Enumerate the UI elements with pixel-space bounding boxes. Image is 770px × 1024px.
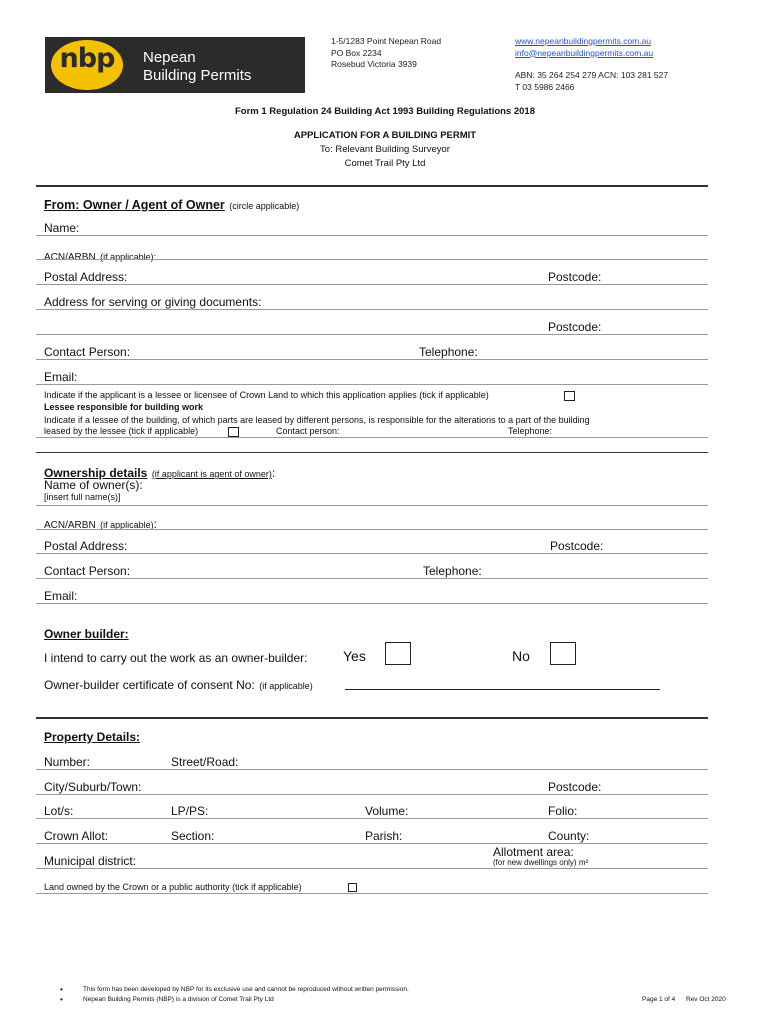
email-field[interactable] bbox=[36, 384, 708, 385]
lessee-telephone-label: Telephone: bbox=[508, 426, 553, 436]
logo-mark: nbp bbox=[59, 43, 115, 74]
acn-label bbox=[44, 247, 156, 265]
company-address bbox=[331, 36, 441, 71]
page-number: Page 1 of 4 bbox=[642, 996, 676, 1003]
email-label: Email: bbox=[44, 370, 78, 384]
company-contact bbox=[515, 36, 668, 93]
ownership-email-field[interactable] bbox=[36, 603, 708, 604]
from-heading-text: From: Owner / Agent of Owner bbox=[44, 198, 225, 212]
ownership-heading-colon: : bbox=[271, 466, 276, 480]
ownership-telephone-label: Telephone: bbox=[423, 564, 482, 578]
postcode-label: Postcode: bbox=[548, 270, 602, 284]
acn-field[interactable] bbox=[36, 259, 708, 260]
city-label: City/Suburb/Town: bbox=[44, 780, 142, 794]
certificate-label bbox=[44, 676, 313, 694]
ownership-acn-colon: : bbox=[153, 517, 158, 531]
ownership-acn-field[interactable] bbox=[36, 529, 708, 530]
lessee-contact-label: Contact person: bbox=[276, 426, 340, 436]
telephone-label: Telephone: bbox=[419, 345, 478, 359]
abn-acn: ABN: 35 264 254 279 ACN: 103 281 527 bbox=[515, 70, 669, 80]
divider bbox=[36, 452, 708, 453]
yes-checkbox[interactable] bbox=[385, 642, 411, 665]
company-logo bbox=[45, 37, 305, 93]
lessee-checkbox[interactable] bbox=[228, 427, 239, 437]
owners-name-hint: [insert full name(s)] bbox=[44, 492, 121, 502]
name-label: Name: bbox=[44, 221, 80, 235]
lots-label: Lot/s: bbox=[44, 804, 74, 818]
from-heading bbox=[44, 196, 299, 214]
street-field[interactable] bbox=[36, 769, 708, 770]
bullet-icon: • bbox=[60, 985, 63, 994]
website-link[interactable]: www.nepeanbuildingpermits.com.au bbox=[515, 36, 652, 46]
email-link[interactable]: info@nepeanbuildingpermits.com.au bbox=[515, 47, 654, 58]
phone: T 03 5986 2466 bbox=[515, 81, 575, 92]
certificate-field[interactable] bbox=[345, 689, 660, 690]
revision: Rev Oct 2020 bbox=[686, 996, 726, 1003]
ownership-postal-label: Postal Address: bbox=[44, 539, 128, 553]
section-label: Section: bbox=[171, 829, 215, 843]
form-title: APPLICATION FOR A BUILDING PERMIT bbox=[293, 130, 477, 141]
city-field[interactable] bbox=[36, 794, 708, 795]
ownership-contact-field[interactable] bbox=[36, 578, 708, 579]
regulation-line: Form 1 Regulation 24 Building Act 1993 Building Regulations 2018 bbox=[234, 106, 535, 117]
divider bbox=[36, 185, 708, 187]
lessee-field[interactable] bbox=[36, 437, 708, 438]
owner-builder-intend-label: I intend to carry out the work as an owner-builder: bbox=[44, 651, 308, 665]
ownership-postal-field[interactable] bbox=[36, 553, 708, 554]
bullet-icon: • bbox=[60, 995, 63, 1004]
ownership-postcode-label: Postcode: bbox=[550, 539, 604, 553]
ownership-acn-text: ACN/ARBN bbox=[44, 520, 96, 531]
crown-land-checkbox[interactable] bbox=[564, 391, 575, 401]
yes-label: Yes bbox=[343, 648, 366, 664]
owners-name-label: Name of owner(s): bbox=[44, 478, 143, 492]
acn-label-text: ACN/ARBN bbox=[44, 252, 96, 263]
postcode2-label: Postcode: bbox=[548, 320, 602, 334]
contact-person-label: Contact Person: bbox=[44, 345, 131, 359]
crown-land-note: Indicate if the applicant is a lessee or licensee of Crown Land to which this application applies (tick if applicable) bbox=[44, 390, 489, 400]
municipal-label: Municipal district: bbox=[44, 854, 137, 868]
lessee-heading: Lessee responsible for building work bbox=[44, 402, 204, 412]
property-postcode-label: Postcode: bbox=[548, 780, 602, 794]
crown-authority-label: Land owned by the Crown or a public authority (tick if applicable) bbox=[44, 882, 302, 892]
postal-address-label: Postal Address: bbox=[44, 270, 128, 284]
parish-label: Parish: bbox=[365, 829, 403, 843]
address-line2: PO Box 2234 bbox=[331, 47, 382, 58]
contact-person-field[interactable] bbox=[36, 359, 708, 360]
street-label: Street/Road: bbox=[171, 755, 239, 769]
form-company: Comet Trail Pty Ltd bbox=[344, 158, 426, 169]
footer-note-1: This form has been developed by NBP for its exclusive use and cannot be reproduced without written permission. bbox=[83, 986, 409, 993]
owner-builder-heading: Owner builder: bbox=[44, 627, 129, 641]
certificate-text: Owner-builder certificate of consent No: bbox=[44, 678, 255, 692]
address-line3: Rosebud Victoria 3939 bbox=[331, 59, 417, 69]
ownership-email-label: Email: bbox=[44, 589, 78, 603]
serving-address-field-2[interactable] bbox=[36, 334, 708, 335]
ownership-acn-note: (if applicable) bbox=[100, 520, 154, 530]
property-heading: Property Details: bbox=[44, 730, 141, 744]
allotment-area-note: (for new dwellings only) m² bbox=[493, 858, 589, 867]
crown-authority-field[interactable] bbox=[36, 893, 708, 894]
lpps-label: LP/PS: bbox=[171, 804, 209, 818]
certificate-note: (if applicable) bbox=[259, 681, 313, 691]
lessee-note-line2: leased by the lessee (tick if applicable) bbox=[44, 426, 199, 436]
crown-allot-field[interactable] bbox=[36, 843, 708, 844]
serving-address-label: Address for serving or giving documents: bbox=[44, 295, 262, 309]
lessee-note-line1: Indicate if a lessee of the building, of which parts are leased by different persons, is responsible for the alterations to a part of the building bbox=[44, 415, 590, 425]
divider bbox=[36, 717, 708, 719]
logo-name bbox=[143, 49, 251, 85]
from-heading-note: (circle applicable) bbox=[229, 201, 300, 211]
ownership-heading-note: (if applicant is agent of owner) bbox=[151, 469, 272, 479]
number-label: Number: bbox=[44, 755, 91, 769]
no-checkbox[interactable] bbox=[550, 642, 576, 665]
acn-label-note: (if applicable): bbox=[100, 252, 157, 262]
ownership-acn-label bbox=[44, 515, 157, 533]
municipal-field[interactable] bbox=[36, 868, 708, 869]
volume-label: Volume: bbox=[365, 804, 409, 818]
owners-name-field[interactable] bbox=[36, 505, 708, 506]
postal-address-field[interactable] bbox=[36, 284, 708, 285]
allotment-area-label: Allotment area: bbox=[493, 845, 574, 859]
serving-address-field[interactable] bbox=[36, 309, 708, 310]
footer-note-2: Nepean Building Permits (NBP) is a division of Comet Trail Pty Ltd bbox=[83, 996, 274, 1003]
crown-allot-label: Crown Allot: bbox=[44, 829, 109, 843]
address-line1: 1-5/1283 Point Nepean Road bbox=[331, 36, 442, 46]
crown-authority-checkbox[interactable] bbox=[348, 883, 357, 892]
ownership-heading-text: Ownership details bbox=[44, 466, 148, 480]
lots-field[interactable] bbox=[36, 818, 708, 819]
county-label: County: bbox=[548, 829, 590, 843]
no-label: No bbox=[512, 648, 530, 664]
name-field[interactable] bbox=[36, 235, 708, 236]
logo-name-line2: Building Permits bbox=[143, 67, 252, 84]
form-to: To: Relevant Building Surveyor bbox=[320, 144, 450, 155]
logo-name-line1: Nepean bbox=[143, 49, 196, 66]
ownership-contact-label: Contact Person: bbox=[44, 564, 131, 578]
folio-label: Folio: bbox=[548, 804, 578, 818]
